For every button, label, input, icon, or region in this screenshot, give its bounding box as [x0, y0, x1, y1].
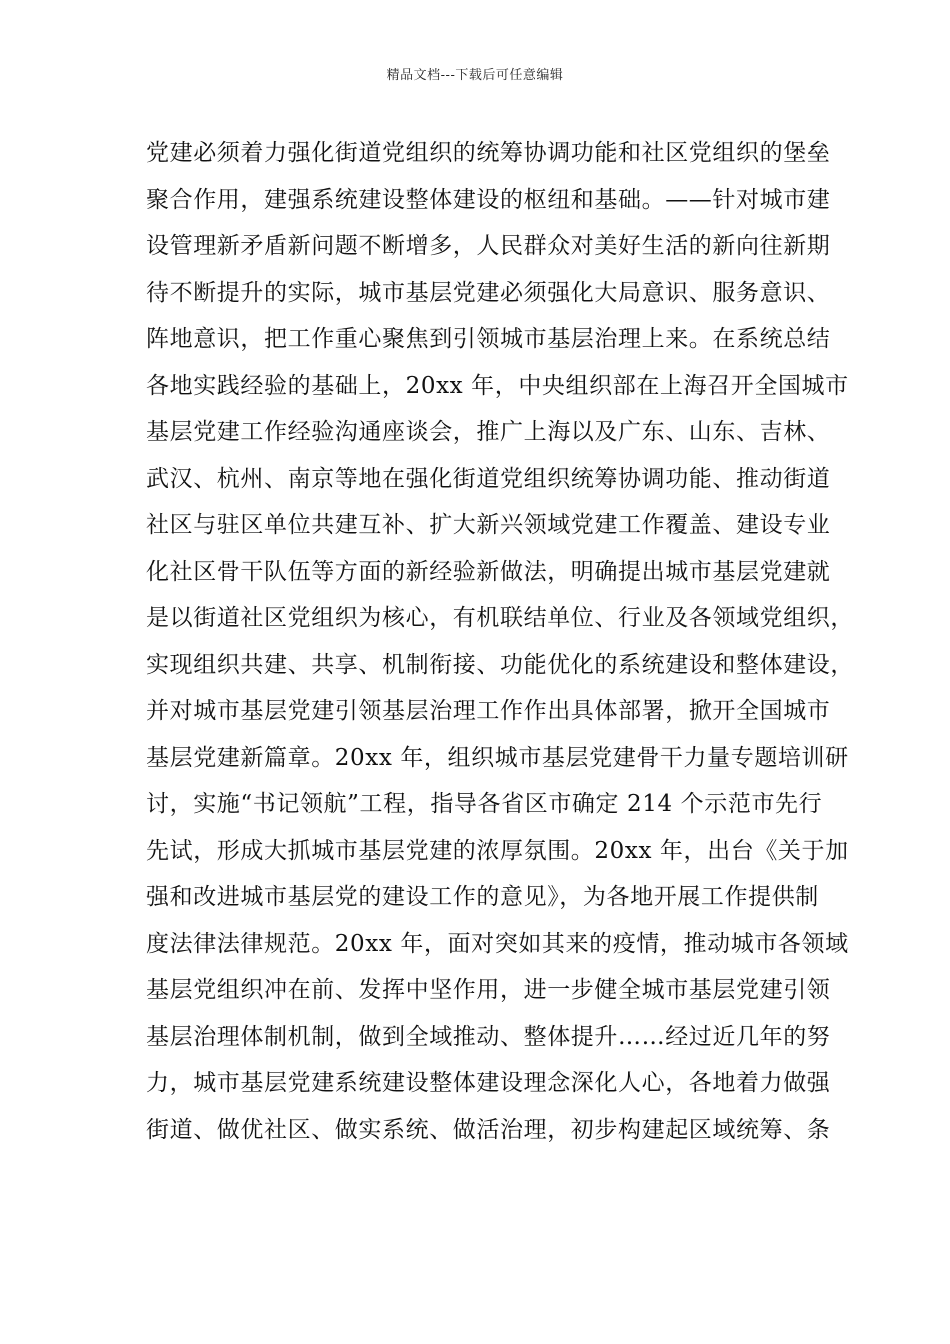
text-line: 度法律法律规范。20xx 年，面对突如其来的疫情，推动城市各领域: [146, 930, 849, 957]
text-line: 基层党组织冲在前、发挥中坚作用，进一步健全城市基层党建引领: [146, 977, 831, 1003]
text-line: 设管理新矛盾新问题不断增多，人民群众对美好生活的新向往新期: [146, 233, 831, 259]
text-line: 待不断提升的实际，城市基层党建必须强化大局意识、服务意识、: [146, 279, 831, 306]
text-line: 讨，实施“书记领航”工程，指导各省区市确定 214 个示范市先行: [146, 791, 823, 817]
text-line: 基层治理体制机制，做到全域推动、整体提升……经过近几年的努: [146, 1023, 831, 1050]
text-line: 是以街道社区党组织为核心，有机联结单位、行业及各领域党组织，: [146, 605, 854, 631]
text-line: 街道、做优社区、做实系统、做活治理，初步构建起区域统筹、条: [146, 1116, 831, 1143]
text-line: 先试，形成大抓城市基层党建的浓厚氛围。20xx 年，出台《关于加: [146, 837, 849, 864]
text-line: 聚合作用，建强系统建设整体建设的枢纽和基础。——针对城市建: [146, 186, 831, 213]
text-line: 党建必须着力强化街道党组织的统筹协调功能和社区党组织的堡垒: [146, 140, 831, 166]
text-line: 基层党建工作经验沟通座谈会，推广上海以及广东、山东、吉林、: [146, 419, 831, 445]
text-line: 力，城市基层党建系统建设整体建设理念深化人心，各地着力做强: [146, 1070, 831, 1096]
text-line: 实现组织共建、共享、机制衔接、功能优化的系统建设和整体建设，: [146, 651, 854, 678]
text-line: 并对城市基层党建引领基层治理工作作出具体部署，掀开全国城市: [146, 698, 831, 724]
text-line: 武汉、杭州、南京等地在强化街道党组织统筹协调功能、推动街道: [146, 465, 831, 492]
text-line: 基层党建新篇章。20xx 年，组织城市基层党建骨干力量专题培训研: [146, 744, 849, 771]
text-line: 各地实践经验的基础上，20xx 年，中央组织部在上海召开全国城市: [146, 372, 849, 399]
page-header: 精品文档---下载后可任意编辑: [386, 68, 564, 83]
text-line: 阵地意识，把工作重心聚焦到引领城市基层治理上来。在系统总结: [146, 326, 831, 352]
text-line: 社区与驻区单位共建互补、扩大新兴领域党建工作覆盖、建设专业: [146, 512, 831, 538]
body-paragraph: [146, 130, 854, 1153]
text-line: 化社区骨干队伍等方面的新经验新做法，明确提出城市基层党建就: [146, 558, 831, 585]
text-line: 强和改进城市基层党的建设工作的意见》，为各地开展工作提供制: [146, 884, 819, 910]
